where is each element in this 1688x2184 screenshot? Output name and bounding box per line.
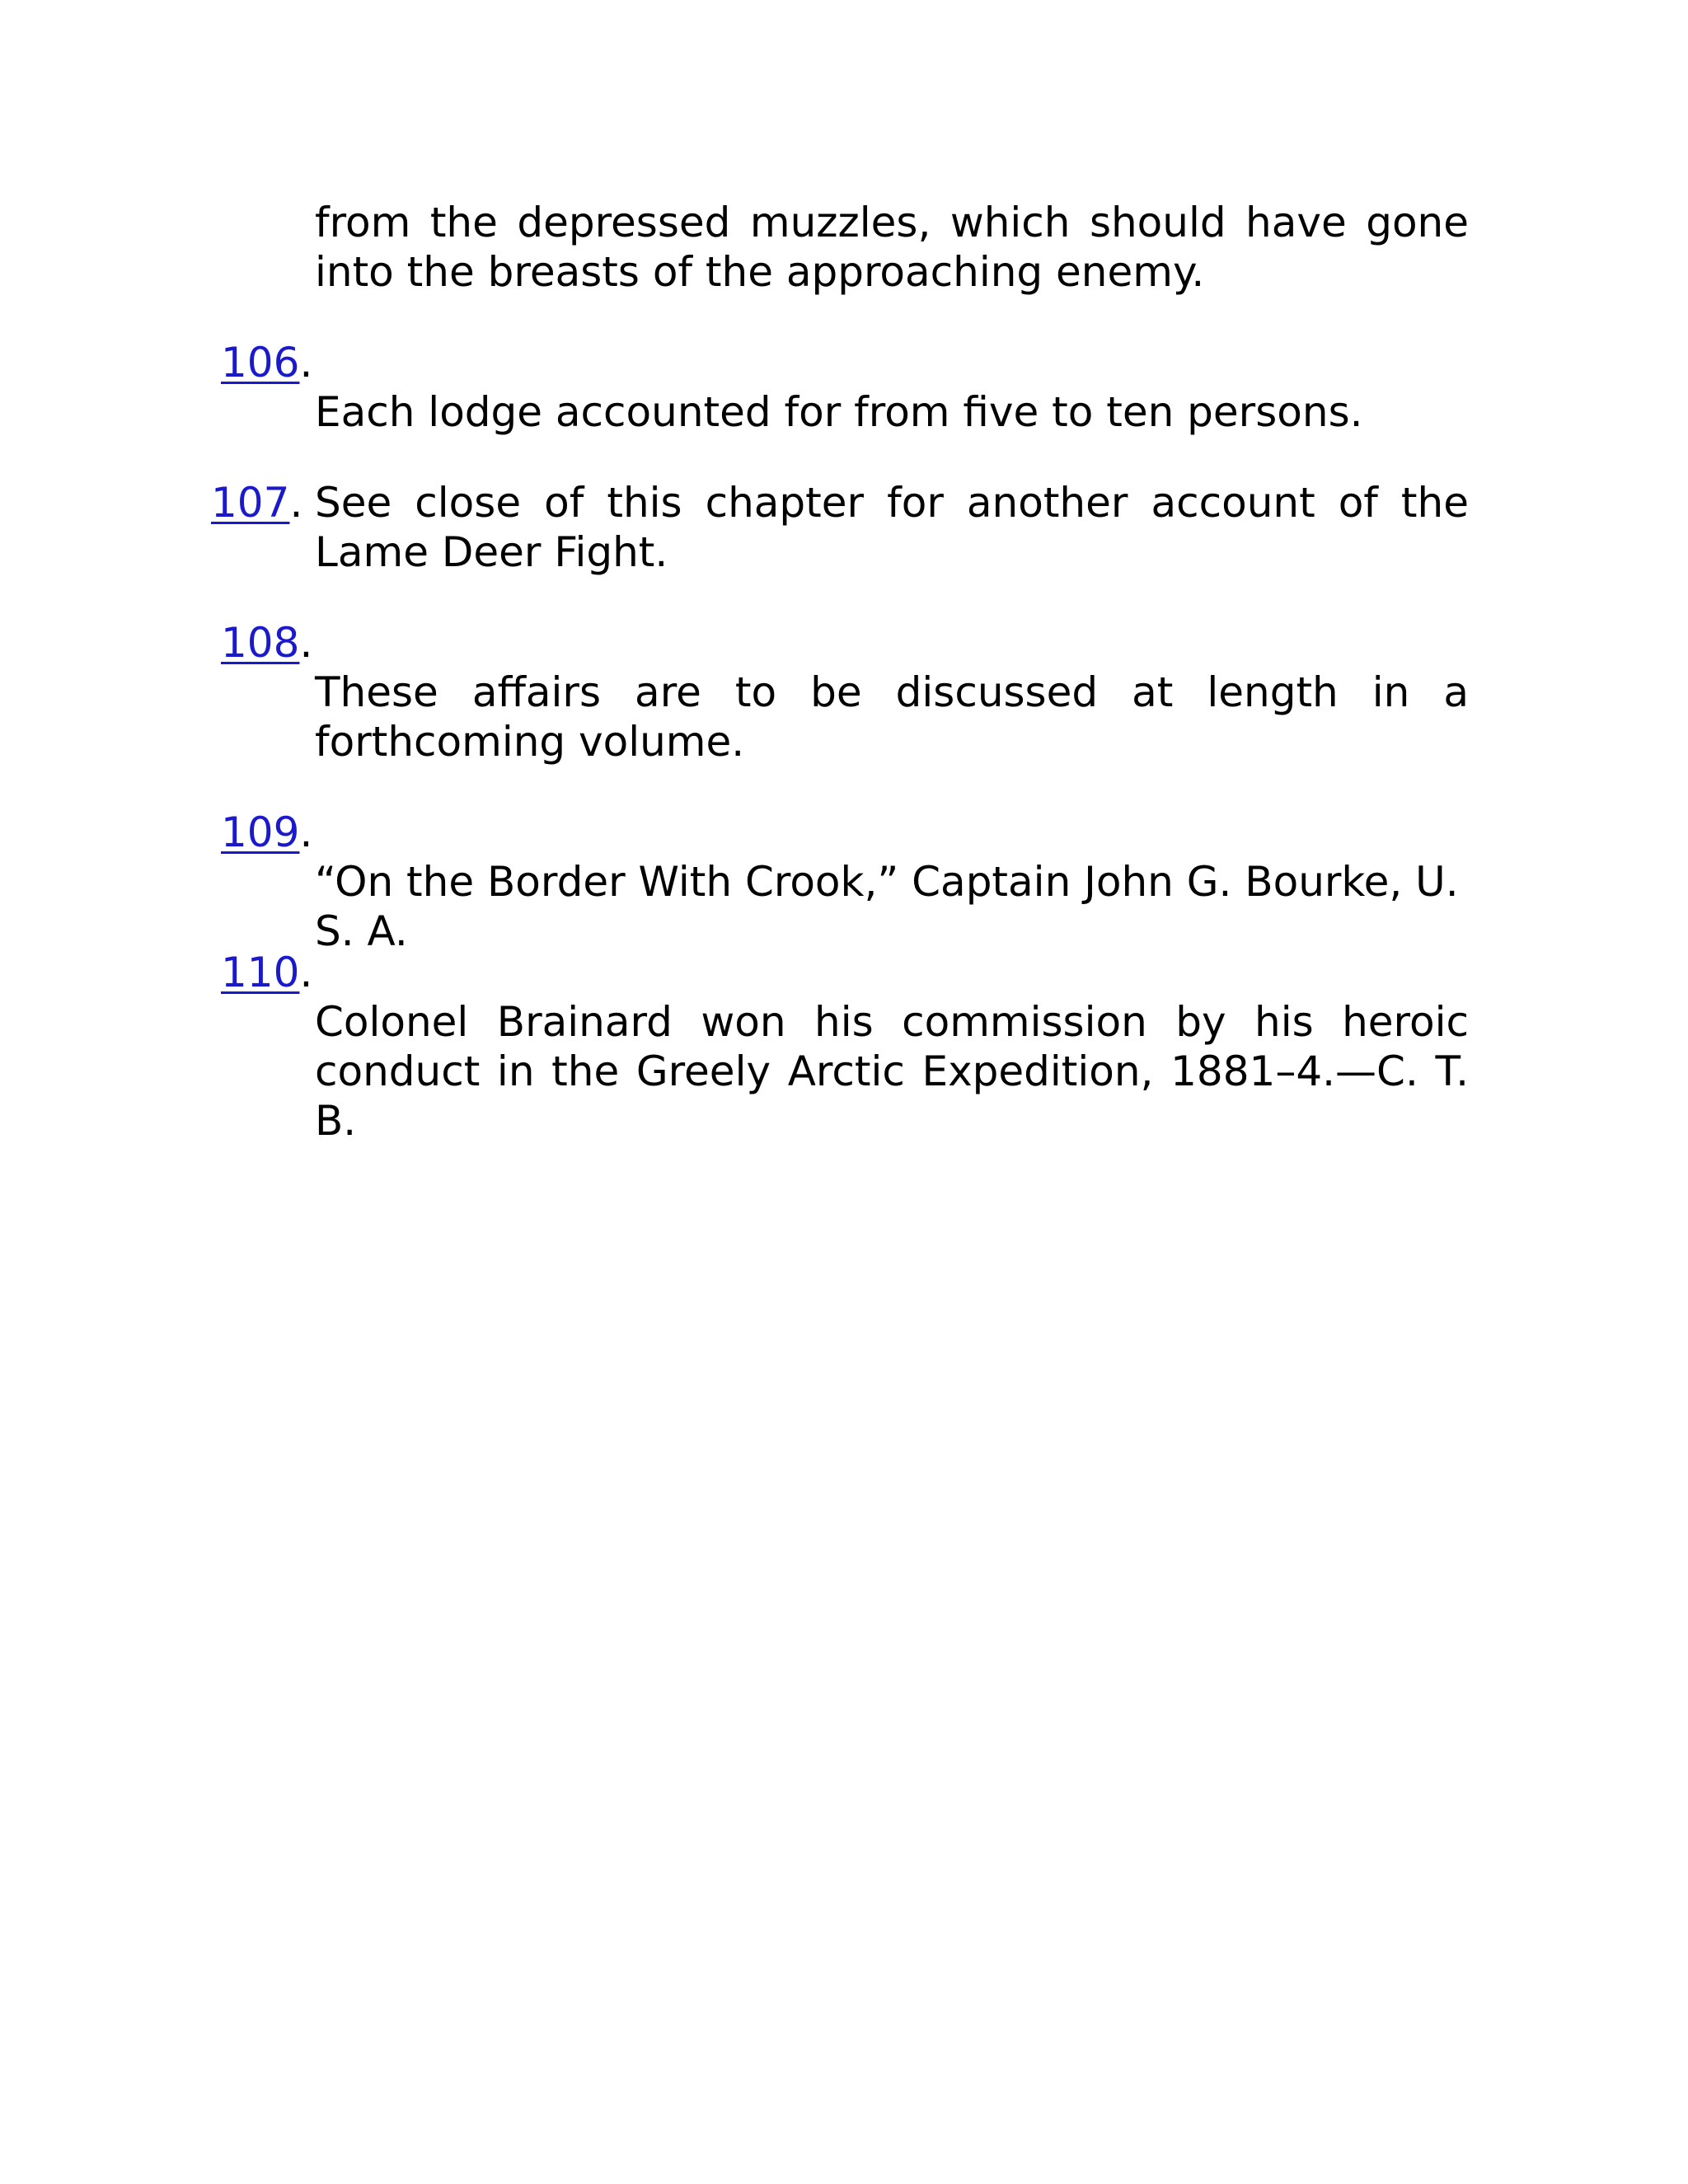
continuation-text: from the depressed muzzles, which should have gone into the breasts of the approaching enemy.	[315, 199, 1469, 296]
footnote-text-107: See close of this chapter for another account of the Lame Deer Fight.	[315, 479, 1469, 576]
footnote-107	[211, 478, 302, 527]
footnote-108	[221, 618, 312, 668]
footnote-link-110[interactable]: 110	[221, 949, 300, 996]
footnote-109	[221, 808, 312, 857]
footnote-period: .	[299, 949, 313, 996]
footnote-text-109: “On the Border With Crook,” Captain John G. Bourke, U. S. A.	[315, 858, 1459, 955]
footnote-110	[221, 948, 312, 997]
footnote-period: .	[299, 339, 313, 387]
footnote-period: .	[289, 479, 303, 527]
footnote-period: .	[299, 808, 313, 856]
footnote-text-106: Each lodge accounted for from five to ten persons.	[315, 388, 1363, 436]
footnote-text-110: Colonel Brainard won his commission by his heroic conduct in the Greely Arctic Expedition, 1881–4.—C. T. B.	[315, 998, 1469, 1145]
footnote-link-108[interactable]: 108	[221, 619, 300, 667]
footnote-link-106[interactable]: 106	[221, 339, 300, 387]
footnote-106	[221, 338, 312, 387]
footnote-period: .	[299, 619, 313, 667]
footnote-link-107[interactable]: 107	[211, 479, 290, 527]
footnote-text-108: These affairs are to be discussed at length in a forthcoming volume.	[315, 668, 1469, 766]
footnote-link-109[interactable]: 109	[221, 808, 300, 856]
